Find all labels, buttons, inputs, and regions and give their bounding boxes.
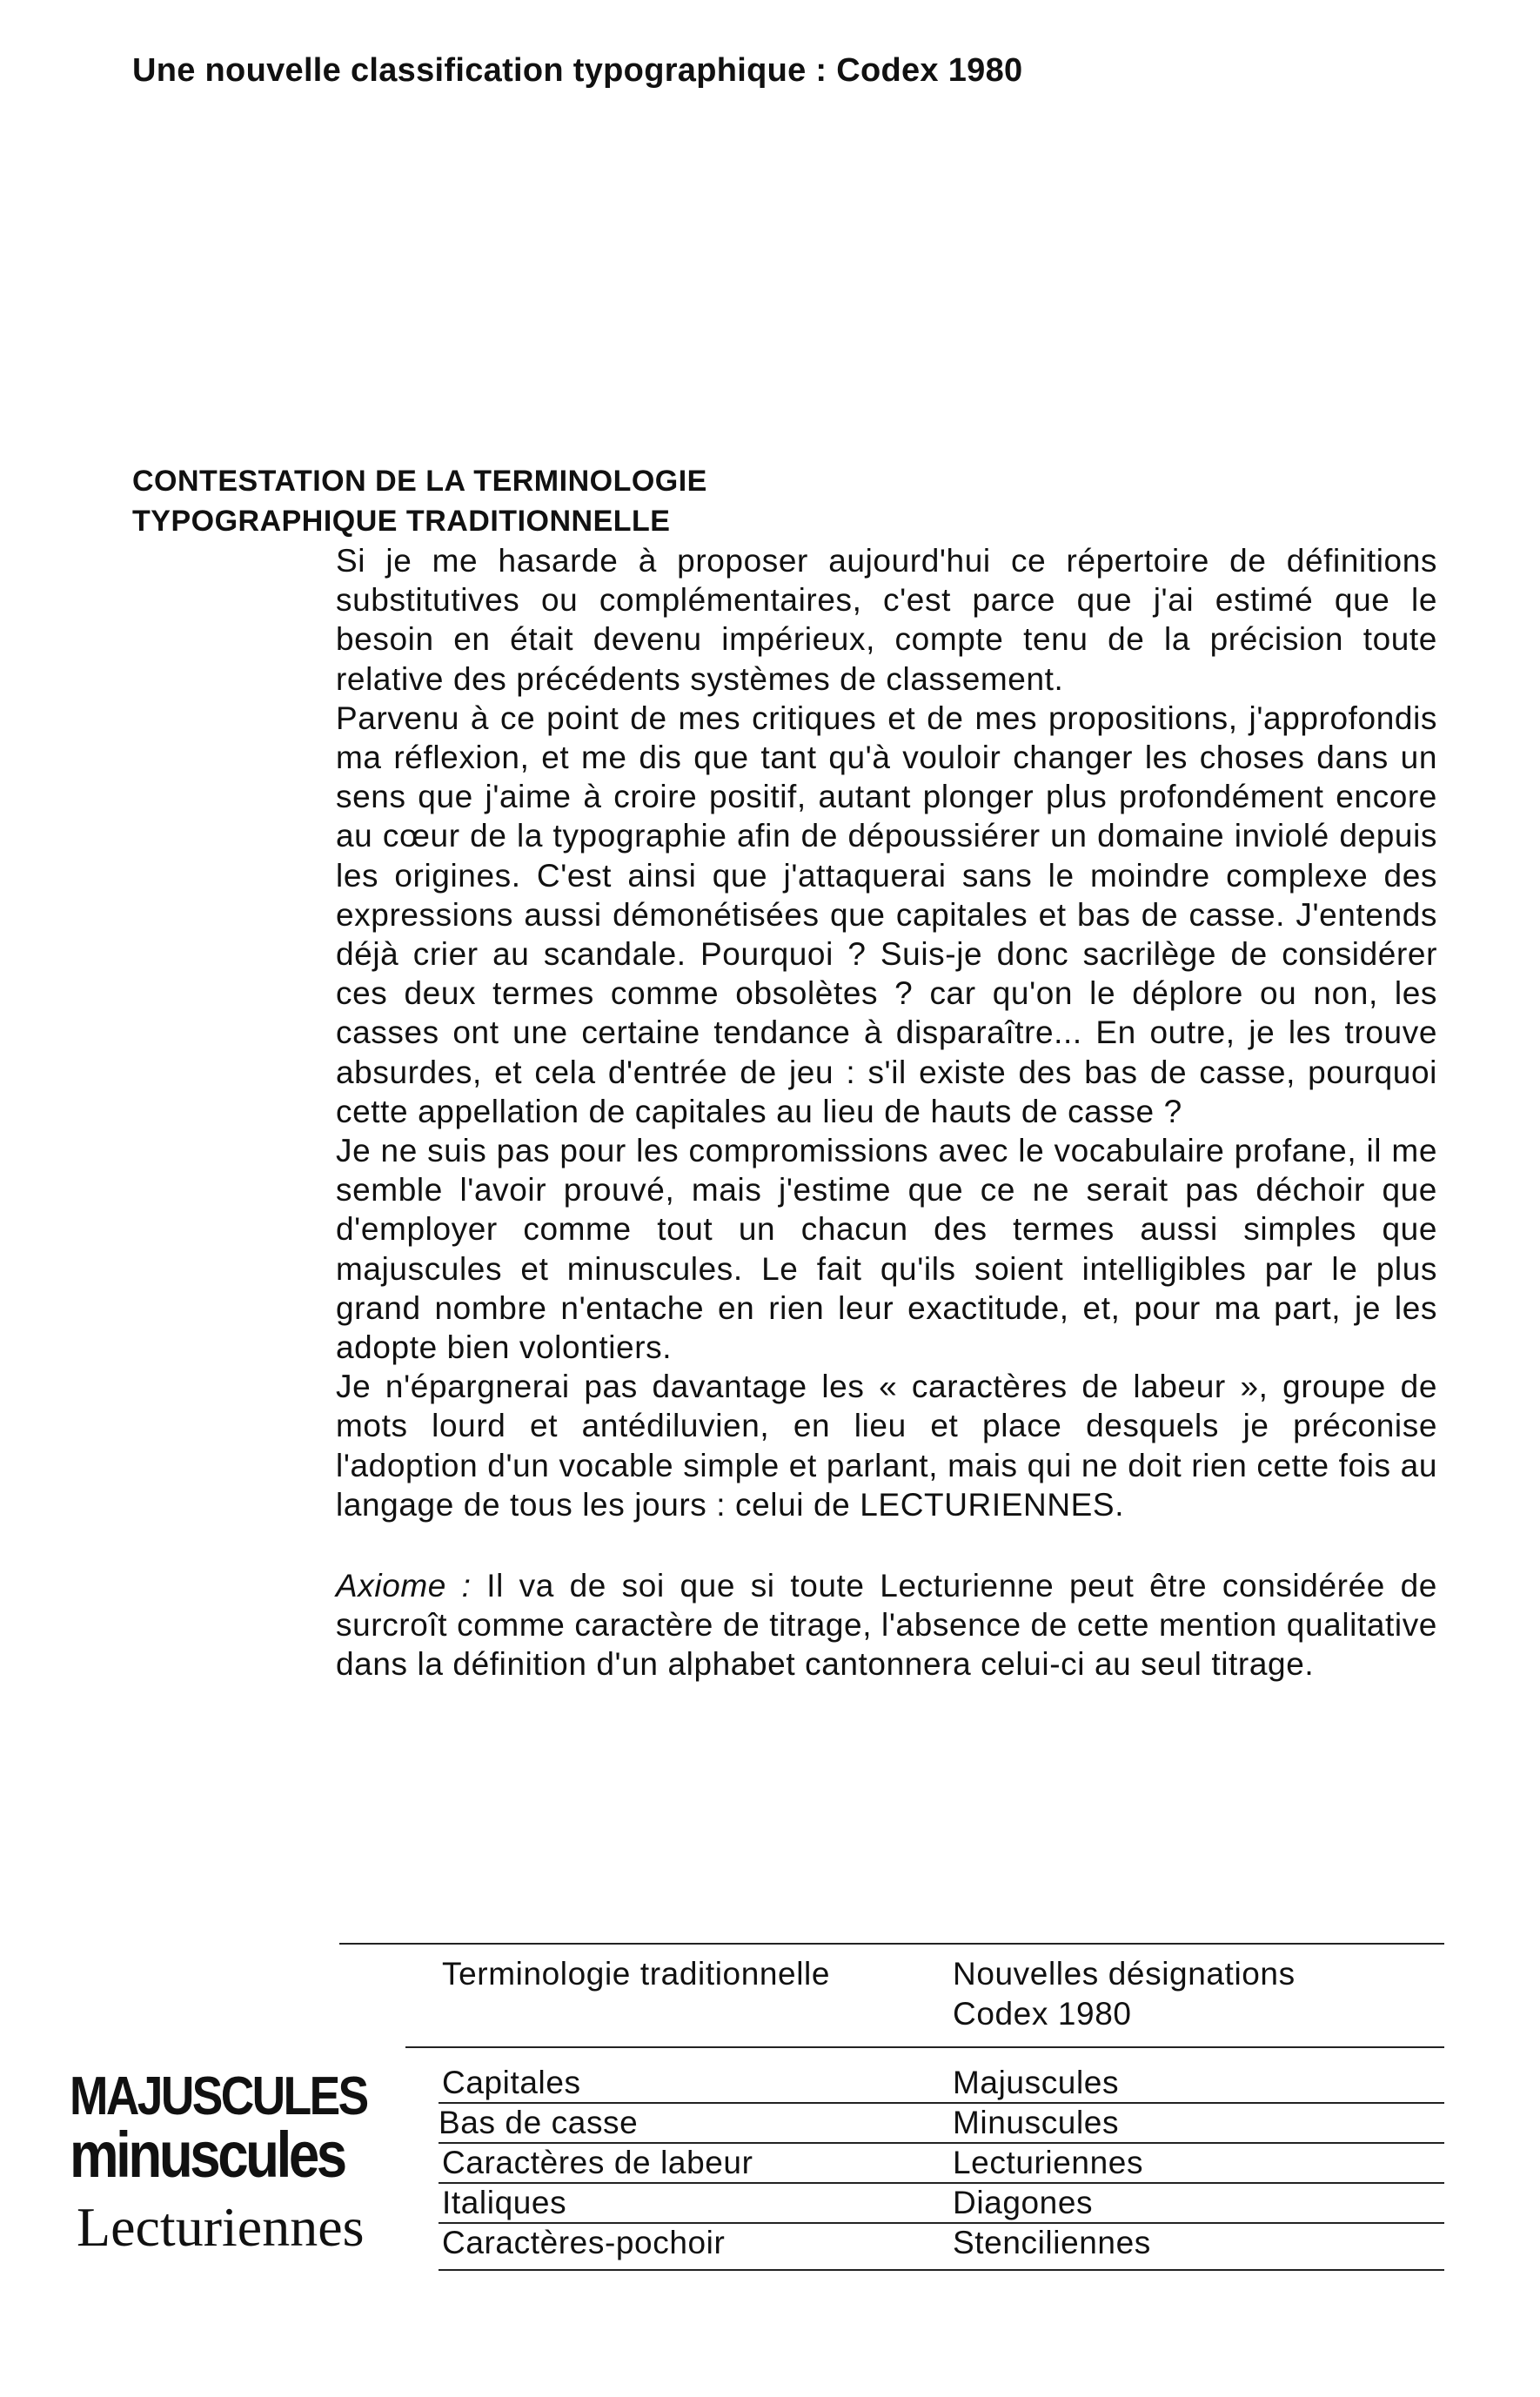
section-title-line-2: TYPOGRAPHIQUE TRADITIONNELLE	[132, 505, 671, 538]
row-rule	[439, 2182, 1444, 2184]
traditional-term: Capitales	[442, 2065, 581, 2100]
table-header-rule	[405, 2046, 1444, 2048]
specimen-lecturiennes: Lecturiennes	[77, 2196, 365, 2258]
section-title	[132, 461, 707, 541]
traditional-term: Italiques	[442, 2185, 567, 2220]
traditional-term: Caractères de labeur	[442, 2145, 753, 2180]
traditional-term: Bas de casse	[439, 2105, 639, 2140]
axiom-text: Il va de soi que si toute Lecturienne peut être considérée de surcroît comme caractère de titrage, l'absence de cette mention qualitative dans la définition d'un alphabet cantonnera celui-ci au seul titrage.	[336, 1568, 1437, 1683]
axiom-label: Axiome :	[336, 1568, 472, 1604]
col-header-traditional: Terminologie traditionnelle	[442, 1956, 831, 1992]
new-term: Lecturiennes	[953, 2145, 1144, 2180]
specimen-majuscules: MAJUSCULES	[70, 2066, 367, 2126]
paragraph-1: Si je me hasarde à proposer aujourd'hui ce répertoire de définitions substitutives ou complémentaires, c'est parce que j'ai estimé que le besoin en était devenu impérieux, compte tenu de la précision toute relative des précédents systèmes de classement.	[336, 543, 1437, 697]
axiom-paragraph	[336, 1566, 1437, 1684]
col-header-new-line-2: Codex 1980	[953, 1996, 1132, 2032]
table-top-rule	[339, 1943, 1444, 1945]
paragraph-2: Parvenu à ce point de mes critiques et de mes propositions, j'approfondis ma réflexion, et me dis que tant qu'à vouloir changer les choses dans un sens que j'aime à croire positif, autant plonger plus profondément encore au cœur de la typographie afin de dépoussiérer un domaine inviolé depuis les origines. C'est ainsi que j'attaquerai sans le moindre complexe des expressions aussi démonétisées que capitales et bas de casse. J'entends déjà crier au scandale. Pourquoi ? Suis-je donc sacrilège de considérer ces deux termes comme obsolètes ? car qu'on le déplore ou non, les casses ont une certaine tendance à disparaître... En outre, je les trouve absurdes, et cela d'entrée de jeu : s'il existe des bas de casse, pourquoi cette appellation de capitales au lieu de hauts de casse ?	[336, 700, 1437, 1129]
running-head: Une nouvelle classification typographique : Codex 1980	[132, 52, 1023, 89]
body-text	[336, 541, 1437, 1684]
new-term: Stenciliennes	[953, 2225, 1151, 2260]
new-term: Diagones	[953, 2185, 1094, 2220]
specimen-minuscules: minuscules	[70, 2119, 345, 2191]
section-title-line-1: CONTESTATION DE LA TERMINOLOGIE	[132, 465, 707, 498]
col-header-new	[953, 1954, 1296, 2034]
table-bottom-rule	[439, 2269, 1444, 2271]
new-term: Majuscules	[953, 2065, 1120, 2100]
traditional-term: Caractères-pochoir	[442, 2225, 726, 2260]
paragraph-3: Je ne suis pas pour les compromissions avec le vocabulaire profane, il me semble l'avoir prouvé, mais j'estime que ce ne serait pas déchoir que d'employer comme tout un chacun des termes aussi simples que majuscules et minuscules. Le fait qu'ils soient intelligibles par le plus grand nombre n'entache en rien leur exactitude, et, pour ma part, je les adopte bien volontiers.	[336, 1133, 1437, 1366]
new-term: Minuscules	[953, 2105, 1120, 2140]
paragraph-4: Je n'épargnerai pas davantage les « caractères de labeur », groupe de mots lourd et antédiluvien, en lieu et place desquels je préconise l'adoption d'un vocable simple et parlant, mais qui ne doit rien cette fois au langage de tous les jours : celui de LECTURIENNES.	[336, 1369, 1437, 1523]
col-header-new-line-1: Nouvelles désignations	[953, 1956, 1296, 1992]
